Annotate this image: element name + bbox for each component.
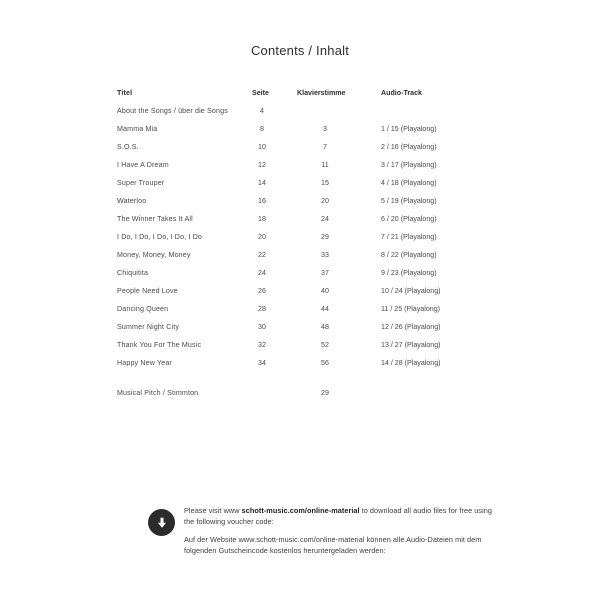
row-title: Thank You For The Music — [117, 341, 202, 349]
row-piano-part: 29 — [321, 389, 329, 397]
row-page: 34 — [258, 359, 266, 367]
row-title: Dancing Queen — [117, 305, 169, 313]
row-page: 26 — [258, 287, 266, 295]
table-spacer — [117, 372, 487, 384]
row-title: The Winner Takes It All — [117, 215, 193, 223]
column-header-title: Titel — [117, 89, 133, 97]
table-row — [117, 120, 487, 138]
row-audio-track: 8 / 22 (Playalong) — [381, 251, 437, 259]
row-piano-part: 52 — [321, 341, 329, 349]
row-audio-track: 9 / 23 (Playalong) — [381, 269, 437, 277]
row-title: People Need Love — [117, 287, 178, 295]
row-title: I Do, I Do, I Do, I Do, I Do — [117, 233, 203, 241]
table-row — [117, 336, 487, 354]
table-row — [117, 174, 487, 192]
table-row — [117, 300, 487, 318]
row-audio-track: 1 / 15 (Playalong) — [381, 125, 437, 133]
row-piano-part: 20 — [321, 197, 329, 205]
column-header-audio-track: Audio-Track — [381, 89, 422, 97]
row-page: 4 — [260, 107, 264, 115]
row-piano-part: 7 — [323, 143, 327, 151]
row-audio-track: 4 / 18 (Playalong) — [381, 179, 437, 187]
row-piano-part: 37 — [321, 269, 329, 277]
row-piano-part: 24 — [321, 215, 329, 223]
table-row-musical-pitch — [117, 384, 487, 402]
row-audio-track: 3 / 17 (Playalong) — [381, 161, 437, 169]
download-arrow-icon — [148, 509, 175, 536]
row-page: 22 — [258, 251, 266, 259]
row-title: About the Songs / über die Songs — [117, 107, 228, 115]
notice-text-block — [184, 506, 493, 556]
notice-english-suffix: to download all audio files for free using the following voucher code: — [184, 506, 492, 526]
row-page: 24 — [258, 269, 266, 277]
row-title: Summer Night City — [117, 323, 180, 331]
table-row — [117, 246, 487, 264]
row-audio-track: 13 / 27 (Playalong) — [381, 341, 441, 349]
row-page: 14 — [258, 179, 266, 187]
table-row — [117, 228, 487, 246]
notice-paragraph-english — [184, 506, 493, 527]
table-body — [117, 102, 487, 372]
row-audio-track: 7 / 21 (Playalong) — [381, 233, 437, 241]
table-row — [117, 102, 487, 120]
row-audio-track: 11 / 25 (Playalong) — [381, 305, 441, 313]
column-header-piano-part: Klavierstimme — [297, 89, 346, 97]
row-piano-part: 11 — [321, 161, 329, 169]
row-page: 28 — [258, 305, 266, 313]
table-row — [117, 282, 487, 300]
page-title: Contents / Inhalt — [250, 43, 350, 58]
row-piano-part: 56 — [321, 359, 329, 367]
row-page: 32 — [258, 341, 266, 349]
notice-english-prefix: Please visit www — [184, 506, 242, 515]
table-row — [117, 210, 487, 228]
table-row — [117, 192, 487, 210]
row-title: Mamma Mia — [117, 125, 158, 133]
row-piano-part: 44 — [321, 305, 329, 313]
table-row — [117, 264, 487, 282]
row-page: 10 — [258, 143, 266, 151]
row-title: Chiquitita — [117, 269, 149, 277]
row-title: S.O.S. — [117, 143, 139, 151]
contents-table — [117, 84, 487, 402]
row-piano-part: 40 — [321, 287, 329, 295]
row-piano-part: 3 — [323, 125, 327, 133]
row-page: 12 — [258, 161, 266, 169]
notice-english-link: schott-music.com/online-material — [241, 506, 360, 515]
column-header-page: Seite — [252, 89, 269, 97]
notice-paragraph-german: Auf der Website www.schott-music.com/online-material können alle Audio-Dateien mit dem folgenden Gutscheincode kostenlos heruntergeladen werden: — [184, 535, 482, 555]
row-page: 20 — [258, 233, 266, 241]
row-title: Happy New Year — [117, 359, 172, 367]
row-audio-track: 10 / 24 (Playalong) — [381, 287, 441, 295]
table-row — [117, 318, 487, 336]
row-title: Money, Money, Money — [117, 251, 191, 259]
row-title: I Have A Dream — [117, 161, 169, 169]
row-piano-part: 33 — [321, 251, 329, 259]
row-audio-track: 5 / 19 (Playalong) — [381, 197, 437, 205]
row-page: 30 — [258, 323, 266, 331]
table-row — [117, 138, 487, 156]
row-audio-track: 2 / 16 (Playalong) — [381, 143, 437, 151]
row-page: 16 — [258, 197, 266, 205]
row-piano-part: 15 — [321, 179, 329, 187]
row-piano-part: 48 — [321, 323, 329, 331]
row-title: Musical Pitch / Stimmton — [117, 389, 199, 397]
row-title: Super Trouper — [117, 179, 165, 187]
row-page: 18 — [258, 215, 266, 223]
table-row — [117, 354, 487, 372]
row-audio-track: 14 / 28 (Playalong) — [381, 359, 441, 367]
row-page: 8 — [260, 125, 264, 133]
row-audio-track: 12 / 26 (Playalong) — [381, 323, 441, 331]
table-header-row — [117, 84, 487, 102]
row-piano-part: 29 — [321, 233, 329, 241]
table-row — [117, 156, 487, 174]
row-audio-track: 6 / 20 (Playalong) — [381, 215, 437, 223]
row-title: Waterloo — [117, 197, 147, 205]
